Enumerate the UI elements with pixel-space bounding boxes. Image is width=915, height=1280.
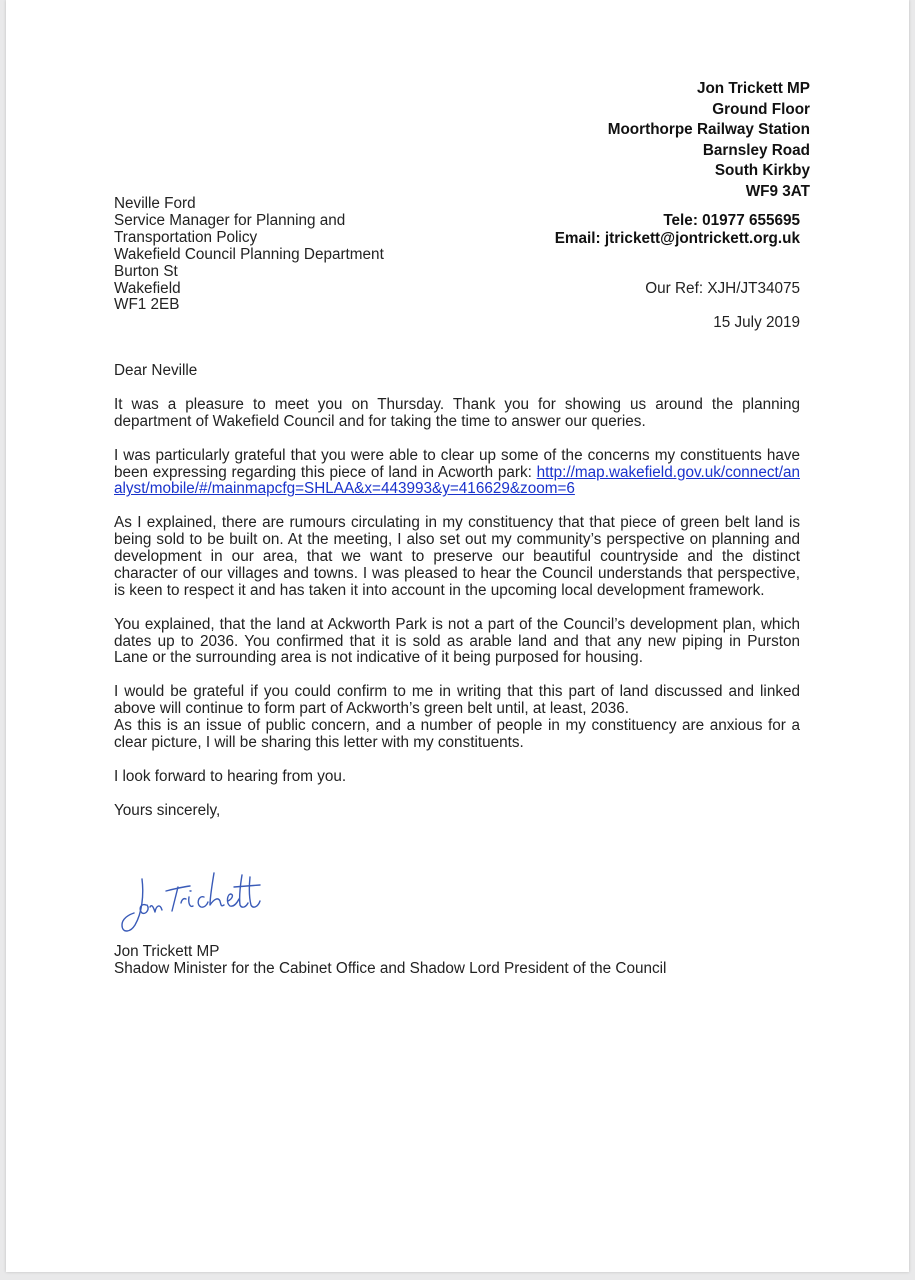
sender-address-line: South Kirkby	[714, 162, 810, 180]
sender-telephone: Tele: 01977 655695	[663, 212, 800, 229]
sender-postcode: WF9 3AT	[745, 182, 810, 200]
sender-name: Jon Trickett MP	[696, 80, 810, 97]
sender-address-block	[608, 79, 810, 203]
salutation: Dear Neville	[114, 362, 198, 379]
recipient-postcode: WF1 2EB	[114, 296, 180, 314]
paragraph: It was a pleasure to meet you on Thursday. Thank you for showing us around the planning department of Wakefield Council and for taking the time to answer our queries.	[114, 395, 800, 430]
paragraph-text: I was particularly grateful that you were able to clear up some of the concerns my constituents have been expressing regarding this piece of land in Acworth park:	[114, 446, 800, 481]
recipient-address-block	[114, 196, 384, 314]
recipient-line: Service Manager for Planning and	[114, 211, 346, 229]
letter-body	[114, 363, 800, 819]
letter-page	[6, 0, 909, 1272]
paragraph: I look forward to hearing from you.	[114, 767, 347, 785]
signature-strokes	[122, 873, 260, 931]
recipient-line: Transportation Policy	[114, 228, 258, 246]
paragraph: As this is an issue of public concern, and a number of people in my constituency are anxious for a clear picture, I will be sharing this letter with my constituents.	[114, 717, 800, 751]
recipient-line: Wakefield	[114, 279, 181, 297]
sender-address-line: Ground Floor	[712, 100, 810, 118]
paragraph: As I explained, there are rumours circulating in my constituency that that piece of green belt land is being sold to be built on. At the meeting, I also set out my community’s perspective on planning and development in our area, that we want to preserve our beautiful countryside and the distinct character of our villages and towns. I was pleased to hear the Council understands that perspective, is keen to respect it and has taken it into account in the upcoming local development framework.	[114, 514, 800, 599]
signer-name: Jon Trickett MP	[114, 943, 220, 960]
recipient-line: Burton St	[114, 262, 178, 280]
paragraph: You explained, that the land at Ackworth Park is not a part of the Council’s development plan, which dates up to 2036. You confirmed that it is sold as arable land and that any new piping in Purston Lane or the surrounding area is not indicative of it being purposed for housing.	[114, 615, 800, 667]
handwritten-signature	[118, 865, 278, 940]
sender-email: Email: jtrickett@jontrickett.org.uk	[554, 230, 800, 247]
our-reference: Our Ref: XJH/JT34075	[645, 280, 800, 297]
recipient-line: Wakefield Council Planning Department	[114, 245, 384, 263]
paragraph: I would be grateful if you could confirm to me in writing that this part of land discussed and linked above will continue to form part of Ackworth’s green belt until, at least, 2036.	[114, 683, 800, 718]
sender-address-line: Moorthorpe Railway Station	[607, 121, 810, 139]
map-link[interactable]: http://map.wakefield.gov.uk/connect/analyst/mobile/#/mainmapcfg=SHLAA&x=443993&y=416629&zoom=6	[114, 463, 800, 498]
sender-address-line: Barnsley Road	[702, 141, 810, 159]
closing: Yours sincerely,	[114, 801, 221, 819]
signer-block	[114, 944, 666, 978]
paragraph-with-link	[114, 448, 800, 499]
letter-date: 15 July 2019	[713, 314, 800, 331]
signer-title: Shadow Minister for the Cabinet Office and Shadow Lord President of the Council	[114, 959, 667, 977]
sender-contact-block	[555, 212, 800, 248]
recipient-name: Neville Ford	[114, 195, 196, 212]
